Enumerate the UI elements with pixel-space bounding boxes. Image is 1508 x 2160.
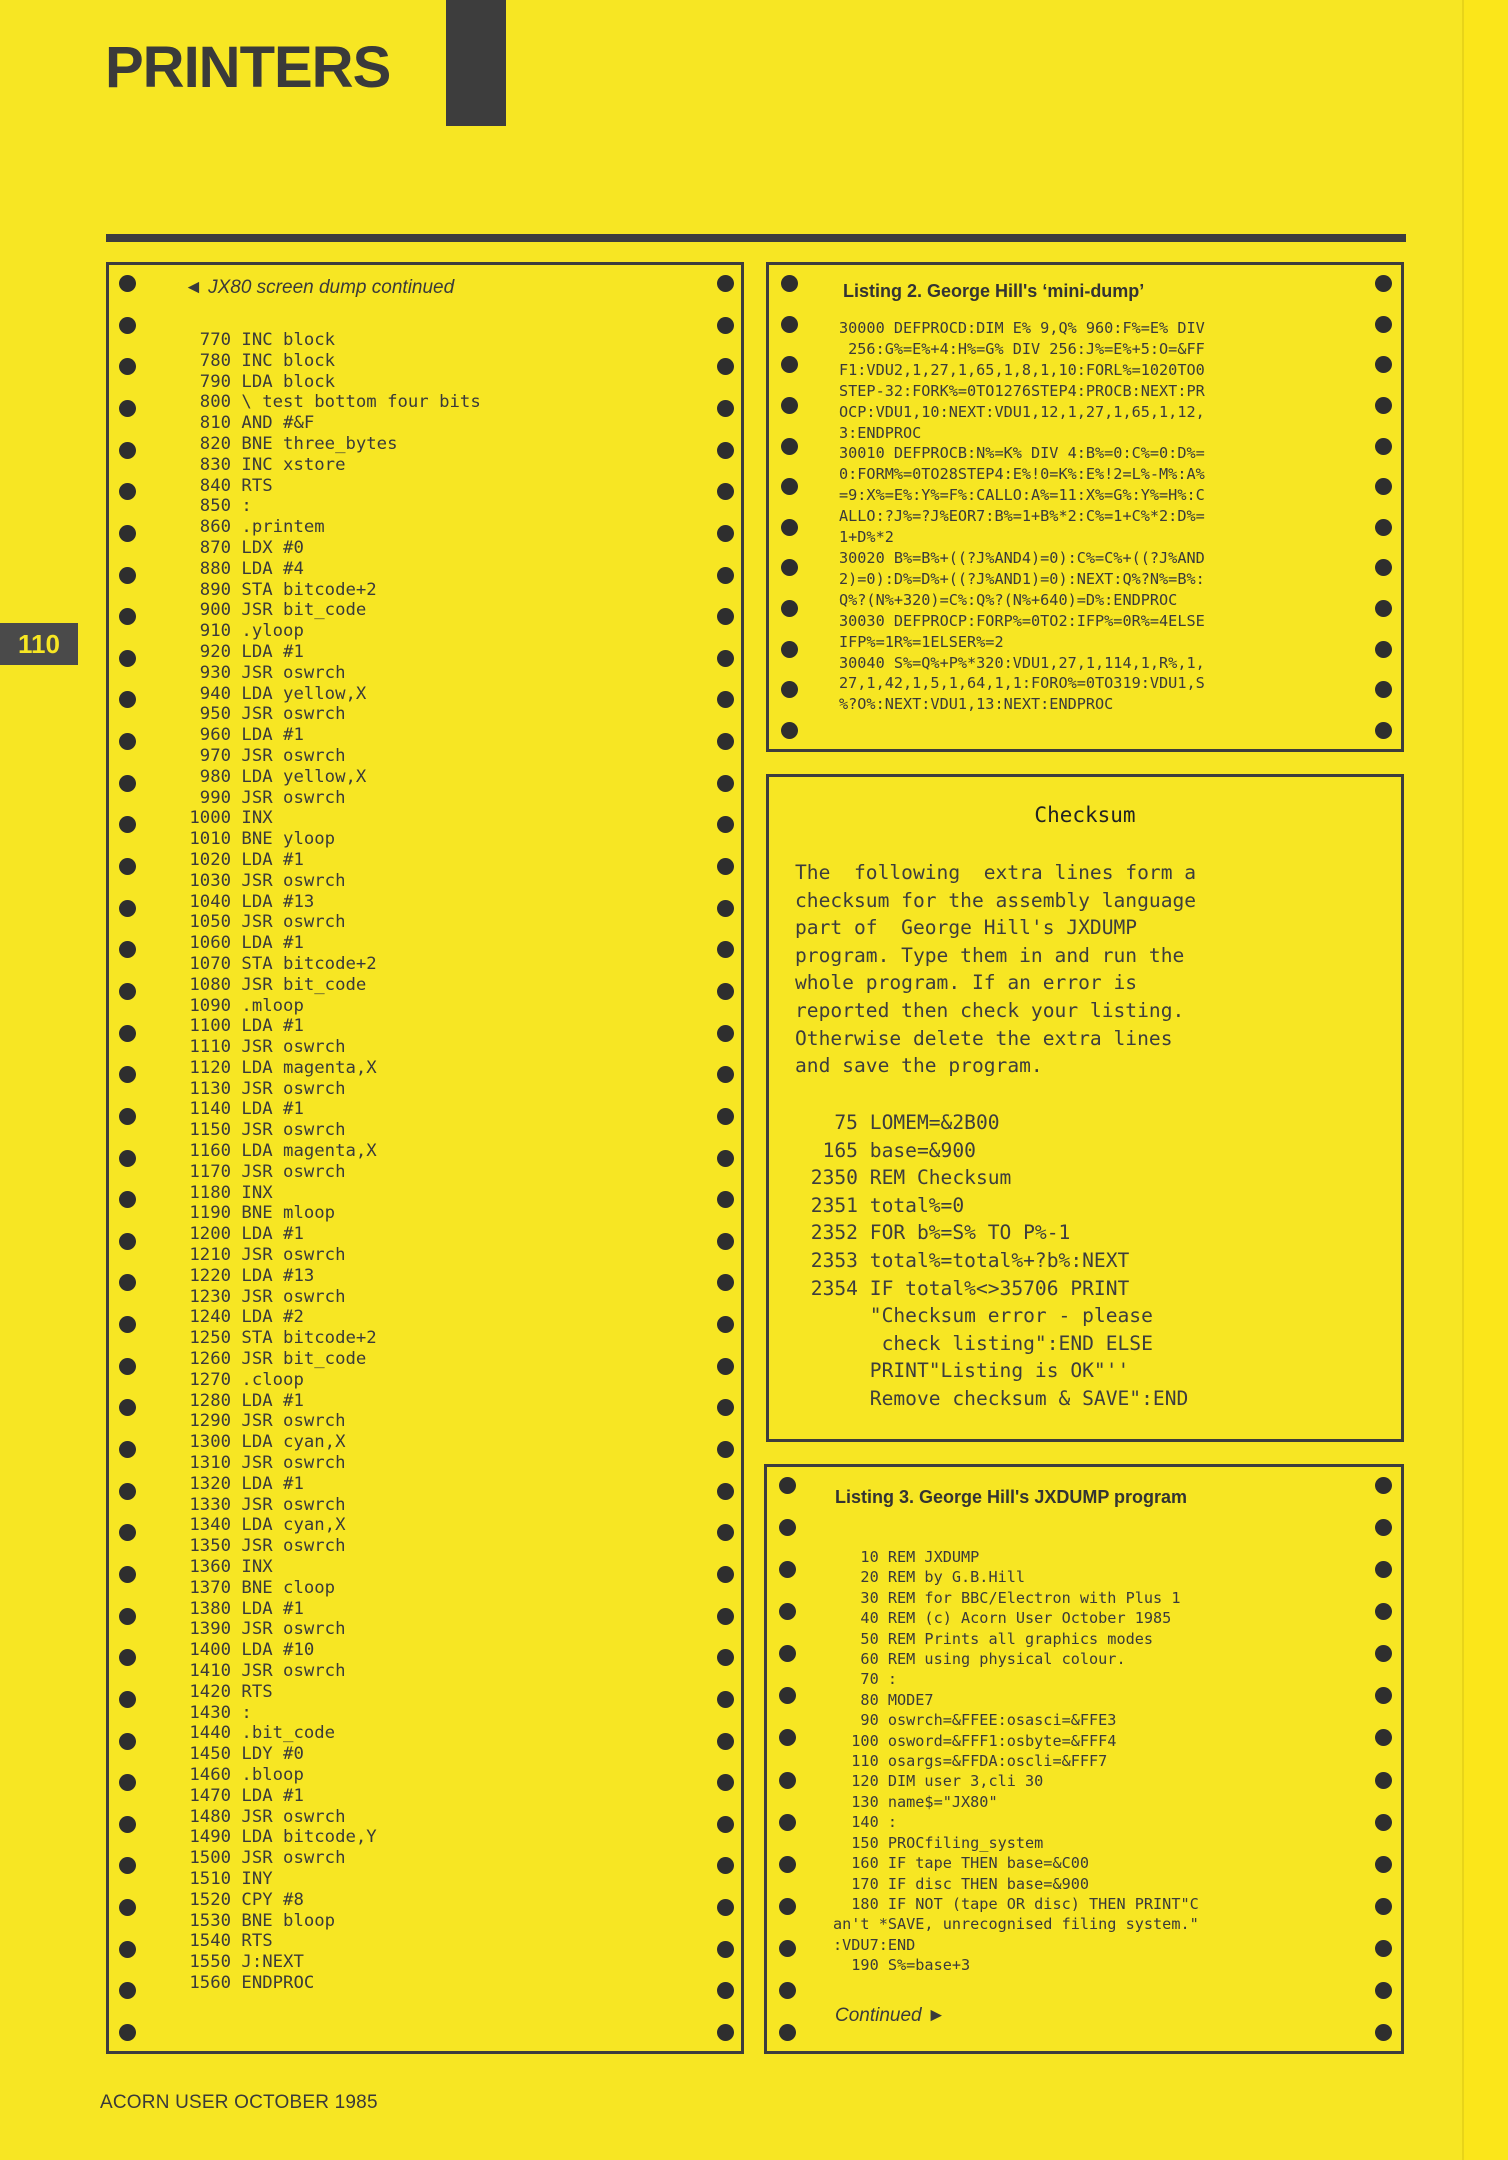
tractor-hole <box>119 1025 136 1042</box>
tractor-hole <box>119 1274 136 1291</box>
tractor-hole <box>119 1649 136 1666</box>
tractor-hole <box>781 722 798 739</box>
tractor-hole <box>119 816 136 833</box>
tractor-hole <box>1375 1519 1392 1536</box>
tractor-hole <box>1375 1772 1392 1789</box>
tractor-hole <box>781 681 798 698</box>
tractor-hole <box>119 1941 136 1958</box>
tractor-hole <box>119 1066 136 1083</box>
tractor-hole <box>717 1316 734 1333</box>
tractor-hole <box>119 1816 136 1833</box>
tractor-hole <box>119 1441 136 1458</box>
tractor-hole <box>717 1150 734 1167</box>
tractor-hole <box>119 1608 136 1625</box>
listing1-caption: ◄ JX80 screen dump continued <box>184 277 455 298</box>
tractor-hole <box>781 438 798 455</box>
tractor-hole <box>119 900 136 917</box>
tractor-hole <box>779 1814 796 1831</box>
tractor-hole <box>717 1816 734 1833</box>
tractor-hole <box>1375 1645 1392 1662</box>
tractor-hole <box>717 1066 734 1083</box>
tractor-hole <box>779 1603 796 1620</box>
tractor-hole <box>119 941 136 958</box>
adjacent-page-edge <box>1462 0 1508 2160</box>
tractor-hole <box>717 775 734 792</box>
tractor-hole <box>779 1856 796 1873</box>
tractor-hole <box>119 2024 136 2041</box>
tractor-hole <box>717 816 734 833</box>
tractor-hole <box>1375 1982 1392 1999</box>
tractor-hole <box>119 650 136 667</box>
tractor-hole <box>779 1645 796 1662</box>
tractor-hole <box>1375 1898 1392 1915</box>
tractor-hole <box>779 1772 796 1789</box>
tractor-hole <box>119 983 136 1000</box>
tractor-hole <box>119 1233 136 1250</box>
tractor-hole <box>119 567 136 584</box>
tractor-hole <box>119 400 136 417</box>
tractor-hole <box>717 358 734 375</box>
tractor-hole <box>1375 1856 1392 1873</box>
tractor-hole <box>119 525 136 542</box>
tractor-hole <box>717 650 734 667</box>
tractor-hole <box>717 1025 734 1042</box>
tractor-hole <box>779 1982 796 1999</box>
tractor-hole <box>1375 519 1392 536</box>
tractor-hole <box>717 1274 734 1291</box>
checksum-heading: Checksum <box>1034 803 1136 827</box>
tractor-hole <box>781 275 798 292</box>
tractor-hole <box>779 1729 796 1746</box>
tractor-hole <box>1375 681 1392 698</box>
tractor-hole <box>1375 275 1392 292</box>
tractor-hole <box>779 1519 796 1536</box>
tractor-hole <box>119 1691 136 1708</box>
listing2-code: 30000 DEFPROCD:DIM E% 9,Q% 960:F%=E% DIV 256:G%=E%+4:H%=G% DIV 256:J%=E%+5:O=&FF F1:VDU2,1,27,1,65,1,8,1,10:FORL%=1020TO0 STEP-32:FORK%=0TO1276STEP4:PROCB:NEXT:PR OCP:VDU1,10:NEXT:VDU1,12,1,27,1,65,1,12, 3:ENDPROC 30010 DEFPROCB:N%=K% DIV 4:B%=0:C%=0:D%= 0:FORM%=0TO28STEP4:E%!0=K%:E%!2=L%-M%:A% =9:X%=E%:Y%=F%:CALLO:A%=11:X%=G%:Y%=H%:C ALLO:?J%=?J%EOR7:B%=1+B%*2:C%=1+C%*2:D%= 1+D%*2 30020 B%=B%+((?J%AND4)=0):C%=C%+((?J%AND 2)=0):D%=D%+((?J%AND1)=0):NEXT:Q%?N%=B%: Q%?(N%+320)=C%:Q%?(N%+640)=D%:ENDPROC 30030 DEFPROCP:FORP%=0TO2:IFP%=0R%=4ELSE IFP%=1R%=1ELSER%=2 30040 S%=Q%+P%*320:VDU1,27,1,114,1,R%,1, 27,1,42,1,5,1,64,1,1:FORO%=0TO319:VDU1,S %?O%:NEXT:VDU1,13:NEXT:ENDPROC <box>839 319 1205 714</box>
tractor-hole <box>717 900 734 917</box>
listing3-holes-right <box>1375 1477 1395 2041</box>
tractor-hole <box>779 1477 796 1494</box>
tractor-hole <box>1375 1561 1392 1578</box>
tractor-hole <box>119 275 136 292</box>
tractor-hole <box>1375 1687 1392 1704</box>
tractor-hole <box>779 1687 796 1704</box>
tractor-hole <box>119 775 136 792</box>
tractor-hole <box>781 600 798 617</box>
tractor-hole <box>119 1150 136 1167</box>
listing1-holes-left <box>119 275 139 2041</box>
tractor-hole <box>119 1524 136 1541</box>
tractor-hole <box>717 691 734 708</box>
listing2-holes-right <box>1375 275 1395 739</box>
tractor-hole <box>119 1733 136 1750</box>
tractor-hole <box>1375 397 1392 414</box>
tractor-hole <box>119 1316 136 1333</box>
tractor-hole <box>717 1524 734 1541</box>
tractor-hole <box>119 1857 136 1874</box>
tractor-hole <box>119 733 136 750</box>
title-bar-decoration <box>446 0 506 126</box>
tractor-hole <box>1375 1603 1392 1620</box>
tractor-hole <box>717 1108 734 1125</box>
tractor-hole <box>119 1108 136 1125</box>
tractor-hole <box>1375 356 1392 373</box>
tractor-hole <box>781 356 798 373</box>
checksum-panel <box>766 774 1404 1442</box>
listing2-panel <box>766 262 1404 752</box>
listing1-holes-right <box>717 275 737 2041</box>
tractor-hole <box>717 608 734 625</box>
tractor-hole <box>119 317 136 334</box>
tractor-hole <box>781 316 798 333</box>
tractor-hole <box>119 442 136 459</box>
tractor-hole <box>717 1441 734 1458</box>
tractor-hole <box>119 1191 136 1208</box>
tractor-hole <box>717 1233 734 1250</box>
tractor-hole <box>717 858 734 875</box>
tractor-hole <box>717 442 734 459</box>
tractor-hole <box>717 1566 734 1583</box>
listing1-code: 770 INC block 780 INC block 790 LDA block 800 \ test bottom four bits 810 AND #&F 820 BNE three_bytes 830 INC xstore 840 RTS 850 : 860 .printem 870 LDX #0 880 LDA #4 890 STA bitcode+2 900 JSR bit_code 910 .yloop 920 LDA #1 930 JSR oswrch 940 LDA yellow,X 950 JSR oswrch 960 LDA #1 970 JSR oswrch 980 LDA yellow,X 990 JSR oswrch 1000 INX 1010 BNE yloop 1020 LDA #1 1030 JSR oswrch 1040 LDA #13 1050 JSR oswrch 1060 LDA #1 1070 STA bitcode+2 1080 JSR bit_code 1090 .mloop 1100 LDA #1 1110 JSR oswrch 1120 LDA magenta,X 1130 JSR oswrch 1140 LDA #1 1150 JSR oswrch 1160 LDA magenta,X 1170 JSR oswrch 1180 INX 1190 BNE mloop 1200 LDA #1 1210 JSR oswrch 1220 LDA #13 1230 JSR oswrch 1240 LDA #2 1250 STA bitcode+2 1260 JSR bit_code 1270 .cloop 1280 LDA #1 1290 JSR oswrch 1300 LDA cyan,X 1310 JSR oswrch 1320 LDA #1 1330 JSR oswrch 1340 LDA cyan,X 1350 JSR oswrch 1360 INX 1370 BNE cloop 1380 LDA #1 1390 JSR oswrch 1400 LDA #10 1410 JSR oswrch 1420 RTS 1430 : 1440 .bit_code 1450 LDY #0 1460 .bloop 1470 LDA #1 1480 JSR oswrch 1490 LDA bitcode,Y 1500 JSR oswrch 1510 INY 1520 CPY #8 1530 BNE bloop 1540 RTS 1550 J:NEXT 1560 ENDPROC <box>189 330 481 1993</box>
tractor-hole <box>717 317 734 334</box>
tractor-hole <box>781 641 798 658</box>
tractor-hole <box>1375 722 1392 739</box>
listing3-panel <box>764 1464 1404 2054</box>
tractor-hole <box>717 1399 734 1416</box>
checksum-code: 75 LOMEM=&2B00 165 base=&900 2350 REM Checksum 2351 total%=0 2352 FOR b%=S% TO P%-1 2353 total%=total%+?b%:NEXT 2354 IF total%<>35706 PRINT "Checksum error - please check listing":END ELSE PRINT"Listing is OK"'' Remove checksum & SAVE":END <box>810 1111 1189 1410</box>
tractor-hole <box>1375 316 1392 333</box>
listing2-holes-left <box>781 275 801 739</box>
tractor-hole <box>717 733 734 750</box>
tractor-hole <box>119 1566 136 1583</box>
listing3-holes-left <box>779 1477 799 2041</box>
tractor-hole <box>119 358 136 375</box>
page-title: PRINTERS <box>105 35 391 100</box>
listing3-code: 10 REM JXDUMP 20 REM by G.B.Hill 30 REM for BBC/Electron with Plus 1 40 REM (c) Acorn User October 1985 50 REM Prints all graphics modes 60 REM using physical colour. 70 : 80 MODE7 90 oswrch=&FFEE:osasci=&FFE3 100 osword=&FFF1:osbyte=&FFF4 110 osargs=&FFDA:oscli=&FFF7 120 DIM user 3,cli 30 130 name$="JX80" 140 : 150 PROCfiling_system 160 IF tape THEN base=&C00 170 IF disc THEN base=&900 180 IF NOT (tape OR disc) THEN PRINT"C an't *SAVE, unrecognised filing system." :VDU7:END 190 S%=base+3 <box>833 1548 1199 1975</box>
tractor-hole <box>717 1691 734 1708</box>
tractor-hole <box>717 400 734 417</box>
tractor-hole <box>779 2024 796 2041</box>
tractor-hole <box>717 275 734 292</box>
tractor-hole <box>717 983 734 1000</box>
tractor-hole <box>781 478 798 495</box>
tractor-hole <box>717 1733 734 1750</box>
listing3-continued: Continued ► <box>835 2005 946 2026</box>
tractor-hole <box>119 1774 136 1791</box>
tractor-hole <box>717 1191 734 1208</box>
tractor-hole <box>717 483 734 500</box>
tractor-hole <box>1375 600 1392 617</box>
tractor-hole <box>717 1899 734 1916</box>
tractor-hole <box>119 1483 136 1500</box>
tractor-hole <box>717 1483 734 1500</box>
tractor-hole <box>717 1358 734 1375</box>
tractor-hole <box>1375 478 1392 495</box>
tractor-hole <box>119 1982 136 1999</box>
tractor-hole <box>717 1649 734 1666</box>
tractor-hole <box>1375 641 1392 658</box>
tractor-hole <box>1375 1940 1392 1957</box>
tractor-hole <box>717 1774 734 1791</box>
tractor-hole <box>779 1940 796 1957</box>
page-number: 110 <box>0 623 78 665</box>
tractor-hole <box>119 858 136 875</box>
tractor-hole <box>717 2024 734 2041</box>
tractor-hole <box>781 559 798 576</box>
tractor-hole <box>119 691 136 708</box>
tractor-hole <box>1375 2024 1392 2041</box>
tractor-hole <box>1375 1477 1392 1494</box>
tractor-hole <box>119 1358 136 1375</box>
tractor-hole <box>781 519 798 536</box>
tractor-hole <box>1375 1814 1392 1831</box>
tractor-hole <box>717 567 734 584</box>
footer-text: ACORN USER OCTOBER 1985 <box>100 2092 378 2113</box>
listing1-panel <box>106 262 744 2054</box>
tractor-hole <box>779 1898 796 1915</box>
tractor-hole <box>717 1857 734 1874</box>
tractor-hole <box>1375 559 1392 576</box>
checksum-body: The following extra lines form a checksum for the assembly language part of George Hill's JXDUMP program. Type them in and run the whole program. If an error is reported then check your listing. Otherwise delete the extra lines and save the program. <box>795 861 1197 1078</box>
tractor-hole <box>1375 1729 1392 1746</box>
tractor-hole <box>119 608 136 625</box>
header-rule <box>106 234 1406 242</box>
listing3-title: Listing 3. George Hill's JXDUMP program <box>835 1487 1188 1507</box>
tractor-hole <box>781 397 798 414</box>
tractor-hole <box>119 483 136 500</box>
tractor-hole <box>119 1899 136 1916</box>
tractor-hole <box>717 1941 734 1958</box>
tractor-hole <box>1375 438 1392 455</box>
tractor-hole <box>717 1608 734 1625</box>
listing2-title: Listing 2. George Hill's ‘mini-dump’ <box>843 281 1145 301</box>
tractor-hole <box>779 1561 796 1578</box>
tractor-hole <box>119 1399 136 1416</box>
tractor-hole <box>717 525 734 542</box>
tractor-hole <box>717 941 734 958</box>
tractor-hole <box>717 1982 734 1999</box>
